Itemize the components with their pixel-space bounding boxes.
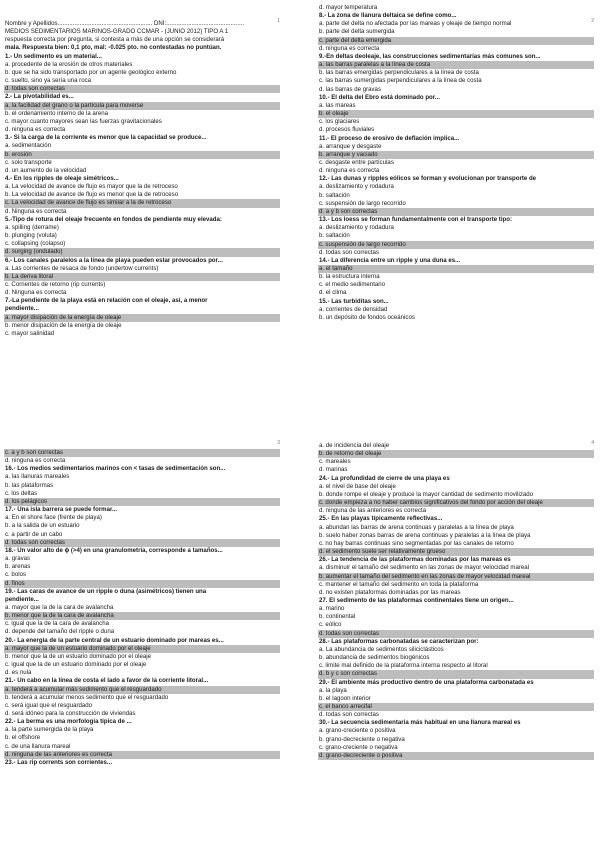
question-line: 8.- La zona de llanura deltaica se define como... <box>319 12 457 20</box>
question-line: 26.- La tendencia de las plataformas dominadas por las mareas es <box>319 556 511 564</box>
question-line: 15.- Las turbiditas son... <box>319 297 389 305</box>
highlighted-answer: d. finos <box>4 580 280 588</box>
question-line: 17.- Una isla barrera se puede formar... <box>5 506 118 514</box>
answer-option: d. un aumento de la velocidad <box>5 166 87 174</box>
highlighted-answer: d. todas son correctas <box>4 539 280 547</box>
answer-option: c. limite mal definido de la plataforma interna respecto al litoral <box>319 662 488 670</box>
answer-option: b. el ordenamiento interno de la arena <box>5 109 108 117</box>
answer-option: b. el offshore <box>5 734 41 742</box>
answer-option: a. spilling (derrame) <box>5 223 59 231</box>
question-line: 9.-En deltas deoleaje, las construcciones sedimentarias más comunes son... <box>319 52 541 60</box>
question-line: mala. Respuesta bien: 0,1 pto, mal: -0.025 pto. no contestadas no puntúan. <box>5 44 222 52</box>
answer-option: b. donde rompe el oleaje y produce la mayor cantidad de sedimento movilizado <box>319 490 534 498</box>
answer-option: a. la parte sumergida de la playa <box>5 726 94 734</box>
answer-option: c. desgaste entre partículas <box>319 158 394 166</box>
answer-option: b. tenderá a acumular menos sedimento que el resguardado <box>5 693 169 701</box>
answer-option: b. saltación <box>319 232 350 240</box>
question-line: 11.- El proceso de erosivo de deflación implica... <box>319 134 460 142</box>
answer-option: d. Ninguna es correcta <box>5 289 67 297</box>
highlighted-answer: d. ninguna de las anteriores es correcta <box>4 751 280 759</box>
question-line: 29.- El ambiente más productivo dentro de una plataforma carbonatada es <box>319 678 534 686</box>
answer-option: c. mareales <box>319 458 351 466</box>
question-line: 12.- Las dunas y ripples eólicos se forman y evolucionan por transporte de <box>319 175 537 183</box>
highlighted-answer: b. menor que la de la cara de avalancha <box>4 612 280 620</box>
answer-option: a. La velocidad de avance de flujo es mayor que la de retroceso <box>5 183 178 191</box>
question-line: 2.- La pivotabilidad es... <box>5 93 74 101</box>
answer-option: c. suelto, sino ya sería una roca <box>5 77 92 85</box>
highlighted-answer: a. la facilidad del grano o la partícula para moverse <box>4 102 280 110</box>
question-line: 10.- El delta del Ebro está dominado por... <box>319 93 440 101</box>
answer-option: c. bolos <box>5 571 27 579</box>
answer-option: d. depende del tamaño del ripple o duna <box>5 628 115 636</box>
text-line: Nombre y Apellidos........................................................ DNI:.............................................. <box>5 20 245 27</box>
answer-option: a. parte del delta no afectada por las mareas y oleaje de tiempo normal <box>319 20 512 28</box>
answer-option: b. suelo haber zonas barras de arena continuas y paralelas a la línea de playa <box>319 531 531 539</box>
highlighted-answer: a. las barras paralelas a la línea de costa <box>318 61 594 69</box>
answer-option: c. eólico <box>319 621 342 629</box>
highlighted-answer: b. La deriva litoral <box>4 273 280 281</box>
answer-option: c. Corrientes de retorno (rip currents) <box>5 281 106 288</box>
question-line: 24.- La profundidad de cierre de una playa es <box>319 474 450 482</box>
highlighted-answer: a. mayor que la de un estuario dominado por el oleaje <box>4 645 280 653</box>
answer-option: c. grano-creciente o negativa <box>319 743 398 751</box>
question-line: 21.- Un cabo en la línea de costa el lado a favor de la corriente litoral... <box>5 677 209 685</box>
answer-option: c. mayor salinidad <box>5 329 55 337</box>
exam-page-1 <box>4 20 280 338</box>
answer-option: a. deslizamiento y rodadura <box>319 183 394 191</box>
answer-option: d. ninguna de las anteriores es correcta <box>319 507 427 515</box>
answer-option: b. las plataformas <box>5 481 54 489</box>
question-line: 20.- La energía de la parte central de un estuario dominado por mareas es... <box>5 636 224 644</box>
answer-option: b. parte del delta sumergida <box>319 28 395 36</box>
answer-option: d. no existen plataformas dominadas por las mareas <box>319 588 461 596</box>
highlighted-answer: c. parte del delta emergida <box>318 37 594 45</box>
answer-option: d. todas son correctas <box>319 711 379 719</box>
answer-option: b. grano-decreciente o negativa <box>319 735 405 743</box>
answer-option: b. a la salida de un estuario <box>5 522 80 530</box>
answer-option: a. procedente de la erosión de otros materiales <box>5 60 133 68</box>
highlighted-answer: c. a y b son correctas <box>4 449 280 457</box>
answer-option: a. marino <box>319 605 345 613</box>
highlighted-answer: b. arranque y vaciado <box>318 151 594 159</box>
answer-option: d. ninguna es correcta <box>5 457 66 465</box>
highlighted-answer: c. suspensión de largo recorrido <box>318 241 594 249</box>
question-line: 25.- En las playas típicamente reflectivas... <box>319 515 443 523</box>
answer-option: d. todas son correctas <box>319 248 379 256</box>
answer-option: b. abundancia de sedimentos biogénicos <box>319 654 430 662</box>
answer-option: c. el medio sedimentario <box>319 281 386 289</box>
highlighted-answer: c. La velocidad de avance de flujo es similar a la de retroceso <box>4 199 280 207</box>
answer-option: a. disminuir el tamaño del sedimento en las zonas de mayor velocidad mareal <box>319 564 530 572</box>
answer-option: b. saltación <box>319 191 350 199</box>
highlighted-answer: a. el tamaño <box>318 265 594 273</box>
question-line: 7.-La pendiente de la playa está en relación con el oleaje, así, a menor <box>5 297 208 305</box>
answer-option: a. sedimentación <box>5 142 52 150</box>
question-line: 23.- Las rip corrents son corrientes... <box>5 758 113 766</box>
answer-option: c. mayor cuanto mayores sean las fuerzas gravitacionales <box>5 117 162 125</box>
answer-option: a. Las corrientes de resaca de fondo (undertow currents) <box>5 264 159 272</box>
question-line: 6.- Los canales paralelos a la línea de playa pueden estar provocados por... <box>5 256 223 264</box>
text-line: MEDIOS SEDIMENTARIOS MARINOS-GRADO CCMAR - (JUNIO 2012) TIPO A 1 <box>5 28 229 36</box>
answer-option: b. un depósito de fondos oceánicos <box>319 313 415 321</box>
question-line: 13.- Los loess se forman fundamentalmente con el transporte tipo: <box>319 216 513 224</box>
page-number: 4 <box>591 440 594 446</box>
highlighted-answer: b. el oleaje <box>318 110 594 118</box>
answer-option: c. a partir de un cabo <box>5 530 63 538</box>
exam-page-4 <box>318 442 594 760</box>
question-line: 18.- Un valor alto de ϕ (>4) en una granulometría, corresponde a tamaños... <box>5 546 223 554</box>
answer-option: a. el nivel de base del oleaje <box>319 482 396 490</box>
answer-option: d. las barras de gravas <box>319 85 381 93</box>
answer-option: c. igual que la de la cara de avalancha <box>5 620 110 628</box>
answer-option: a. corrientes de densidad <box>319 305 388 313</box>
answer-option: a. arranque y desgaste <box>319 142 382 150</box>
answer-option: d. será idóneo para la construcción de viviendas <box>5 710 136 717</box>
highlighted-answer: a. tenderá a acumular más sedimento que el resguardado <box>4 686 280 694</box>
answer-option: d. mayor temperatura <box>319 4 378 11</box>
answer-option: b. la estructura interna <box>319 273 380 281</box>
question-line: pendiente... <box>5 305 39 313</box>
question-line: 19.- Las caras de avance de un ripple o duna (asimétricos) tienen una <box>5 587 207 595</box>
answer-option: b. arenas <box>5 563 31 571</box>
highlighted-answer: b. aumentar el tamaño del sedimento en las zonas de mayor velocidad mareal <box>318 573 594 581</box>
answer-option: b. que se ha sido transportado por un agente geológico externo <box>5 68 177 76</box>
question-line: 4.- En los ripples de oleaje simétricos... <box>5 174 119 182</box>
answer-option: a. deslizamiento y rodadura <box>319 224 394 232</box>
text-line: respuesta correcta por pregunta, si contesta a más de una opción se considerará <box>5 36 225 44</box>
highlighted-answer: d. el sedimento suele ser relativamente grueso <box>318 548 594 556</box>
answer-option: d. ninguna es correcta <box>5 126 66 134</box>
answer-option: a. la playa <box>319 686 347 694</box>
answer-option: c. no hay barras continuas sino segmentadas por las canales de retorno <box>319 539 514 547</box>
question-line: 27. El sedimento de las plataformas continentales tiene un origen... <box>319 596 514 604</box>
question-line: 30.- La secuencia sedimentaria más habitual en una llanura mareal es <box>319 719 521 727</box>
answer-option: a. abundan las barras de arena continuas y paralelas a la línea de playa <box>319 523 514 531</box>
answer-option: c. igual que la de un estuario dominado por el oleaje <box>5 661 147 669</box>
exam-page-2 <box>318 4 594 322</box>
question-line: 22.- La berma es una morfología típica de ... <box>5 718 132 726</box>
answer-option: c. las barras sumergidas perpendiculares a la línea de costa <box>319 77 482 85</box>
question-line: 5.-Tipo de rotura del oleaje frecuente en fondos de pendiente muy elevada: <box>5 215 222 223</box>
answer-option: c. suspensión de largo recorrido <box>319 199 406 207</box>
answer-option: d. es nula <box>5 669 32 677</box>
highlighted-answer: b. de retorno del oleaje <box>318 450 594 458</box>
answer-option: c. de una llanura mareal <box>5 742 71 750</box>
highlighted-answer: d. surging (ondulado) <box>4 248 280 256</box>
answer-option: d. ninguna es correcta <box>319 167 380 175</box>
answer-option: d. procesos fluviales <box>319 126 375 134</box>
answer-option: d. marinas <box>319 466 348 474</box>
answer-option: b. continental <box>319 613 356 621</box>
exam-page-3 <box>4 440 280 767</box>
answer-option: a. mayor que la de la cara de avalancha <box>5 603 114 611</box>
question-line: 14.- La diferencia entre un ripple y una duna es... <box>319 256 461 264</box>
answer-option: c. los glaciares <box>319 118 360 126</box>
answer-option: b. menor disipación de la energía de oleaje <box>5 321 122 329</box>
answer-option: d. el clima <box>319 289 347 297</box>
question-line: 3.- Si la carga de la corriente es menor que la capacidad se produce... <box>5 134 207 142</box>
highlighted-answer: a. mayor disipación de la energía de oleaje <box>4 314 280 322</box>
answer-option: b. plunging (voluta) <box>5 232 57 240</box>
highlighted-answer: d. todas son correctas <box>4 85 280 93</box>
page-number: 2 <box>591 18 594 24</box>
answer-option: d. ninguna es correcta <box>319 44 380 52</box>
question-line: 28.- Las plataformas carbonatadas se caracterizan por: <box>319 637 479 645</box>
highlighted-answer: c. donde empieza a no haber cambios significativos del fondo por acción del oleaje <box>318 499 594 507</box>
answer-option: c. mantener el tamaño del sedimento en toda la plataforma <box>319 580 479 588</box>
highlighted-answer: d. a y b son correctas <box>318 208 594 216</box>
highlighted-answer: d. los pelágicos <box>4 498 280 506</box>
answer-option: c. solo transporte <box>5 158 52 166</box>
question-line: 16.- Los medios sedimentarios marinos con < tasas de sedimentación son... <box>5 465 226 473</box>
answer-option: d. Ninguna es correcta <box>5 207 67 215</box>
highlighted-answer: b. erosión <box>4 151 280 159</box>
highlighted-answer: d. b y c son correctas <box>318 670 594 678</box>
answer-option: a. las mareas <box>319 101 356 109</box>
answer-option: a. las llanuras mareales <box>5 473 70 481</box>
answer-option: b. el lagoon interior <box>319 694 371 702</box>
answer-option: c. collapsing (colapso) <box>5 240 66 248</box>
highlighted-answer: c. el banco arrecifal <box>318 703 594 711</box>
answer-option: c. los deltas <box>5 489 38 497</box>
page-number: 1 <box>277 18 280 24</box>
page-number: 3 <box>277 440 280 446</box>
highlighted-answer: d. todas son correctas <box>318 630 594 638</box>
answer-option: a. de incidencia del oleaje <box>319 442 390 449</box>
answer-option: a. gravas <box>5 555 31 563</box>
answer-option: b. las barras emergidas perpendiculares a la línea de costa <box>319 69 479 77</box>
question-line: 1.- Un sedimento es un material... <box>5 52 102 60</box>
answer-option: a. La abundancia de sedimentos siliciclásticos <box>319 645 444 653</box>
answer-option: c. será igual que el resguardado <box>5 701 93 709</box>
answer-option: b. menor que la de un estuario dominado por el oleaje <box>5 652 152 660</box>
answer-option: b. La velocidad de avance de flujo es menor que la de retroceso <box>5 191 179 199</box>
highlighted-answer: d. grano-decreciente o positiva <box>318 752 594 760</box>
answer-option: a. grano-creciente o positiva <box>319 727 396 735</box>
answer-option: a. En el shore face (frente de playa) <box>5 514 102 522</box>
question-line: pendiente... <box>5 595 39 603</box>
